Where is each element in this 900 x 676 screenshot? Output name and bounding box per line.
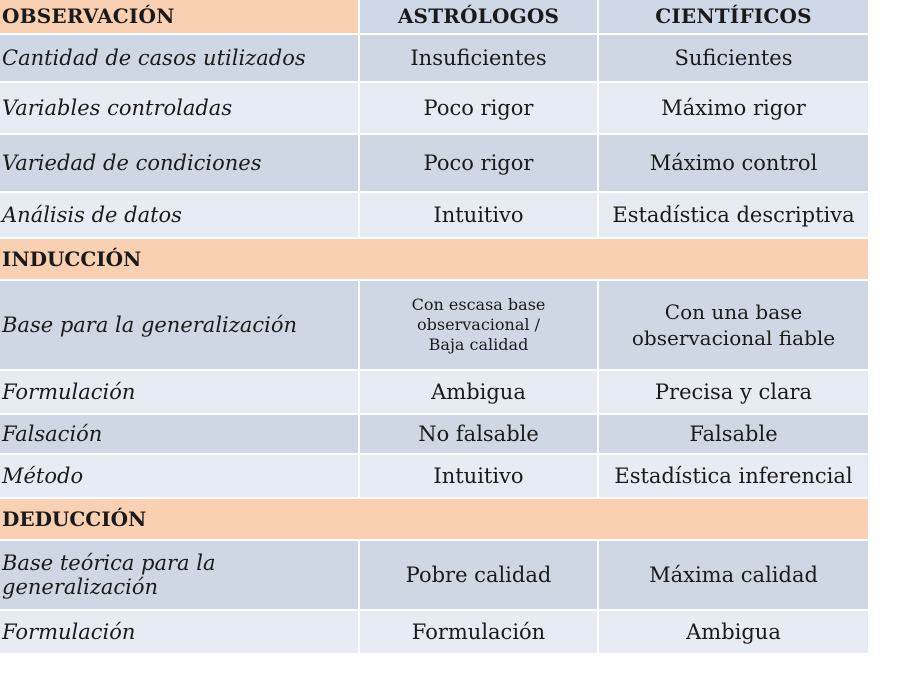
section-header-deduccion bbox=[0, 499, 868, 541]
astrologos-value bbox=[358, 281, 597, 369]
cientificos-value: Estadística inferencial bbox=[597, 455, 868, 497]
cientificos-value: Ambigua bbox=[597, 611, 868, 653]
section-header-induccion bbox=[0, 239, 868, 281]
table-row bbox=[0, 135, 868, 193]
row-label bbox=[0, 541, 358, 609]
cientificos-value: Máxima calidad bbox=[597, 541, 868, 609]
table-row bbox=[0, 371, 868, 415]
row-label-line: Base teórica para la bbox=[2, 550, 216, 575]
row-label: Falsación bbox=[2, 421, 103, 446]
row-label: Método bbox=[2, 463, 84, 488]
astrologos-value: Poco rigor bbox=[358, 135, 597, 191]
row-label: Formulación bbox=[2, 379, 136, 404]
header-cientificos: CIENTÍFICOS bbox=[597, 0, 868, 33]
row-label: Variables controladas bbox=[2, 95, 233, 120]
astrologos-value: Intuitivo bbox=[358, 455, 597, 497]
cientificos-value: Máximo rigor bbox=[597, 83, 868, 133]
astrologos-value-line: observacional / bbox=[417, 315, 540, 334]
astrologos-value: Pobre calidad bbox=[358, 541, 597, 609]
row-label-line: generalización bbox=[2, 575, 159, 599]
cientificos-value bbox=[597, 281, 868, 369]
cientificos-value: Suficientes bbox=[597, 35, 868, 81]
row-label: Análisis de datos bbox=[2, 202, 182, 227]
table-row bbox=[0, 455, 868, 499]
table-row bbox=[0, 541, 868, 611]
table-row bbox=[0, 415, 868, 455]
astrologos-value: Insuficientes bbox=[358, 35, 597, 81]
row-label: Cantidad de casos utilizados bbox=[2, 45, 306, 70]
astrologos-value: Intuitivo bbox=[358, 193, 597, 237]
row-label: Variedad de condiciones bbox=[2, 150, 262, 175]
row-label: Formulación bbox=[2, 619, 136, 644]
table-row bbox=[0, 83, 868, 135]
section-title: DEDUCCIÓN bbox=[2, 506, 147, 531]
table-row bbox=[0, 281, 868, 371]
astrologos-value: Ambigua bbox=[358, 371, 597, 413]
astrologos-value: No falsable bbox=[358, 415, 597, 453]
astrologos-value-line: Baja calidad bbox=[428, 335, 529, 354]
cientificos-value: Precisa y clara bbox=[597, 371, 868, 413]
cientificos-value: Máximo control bbox=[597, 135, 868, 191]
cientificos-value-line: Con una base bbox=[664, 300, 803, 324]
table-row bbox=[0, 611, 868, 655]
cientificos-value-line: observacional fiable bbox=[631, 326, 836, 350]
row-label: Base para la generalización bbox=[2, 312, 297, 337]
astrologos-value-line: Con escasa base bbox=[411, 295, 546, 314]
astrologos-value: Poco rigor bbox=[358, 83, 597, 133]
astrologos-value: Formulación bbox=[358, 611, 597, 653]
section-title: INDUCCIÓN bbox=[2, 246, 142, 271]
table-row bbox=[0, 35, 868, 83]
header-astrologos: ASTRÓLOGOS bbox=[358, 0, 597, 33]
table-header-row bbox=[0, 0, 868, 35]
cientificos-value: Estadística descriptiva bbox=[597, 193, 868, 237]
header-observacion: OBSERVACIÓN bbox=[2, 4, 175, 28]
cientificos-value: Falsable bbox=[597, 415, 868, 453]
table-row bbox=[0, 193, 868, 239]
